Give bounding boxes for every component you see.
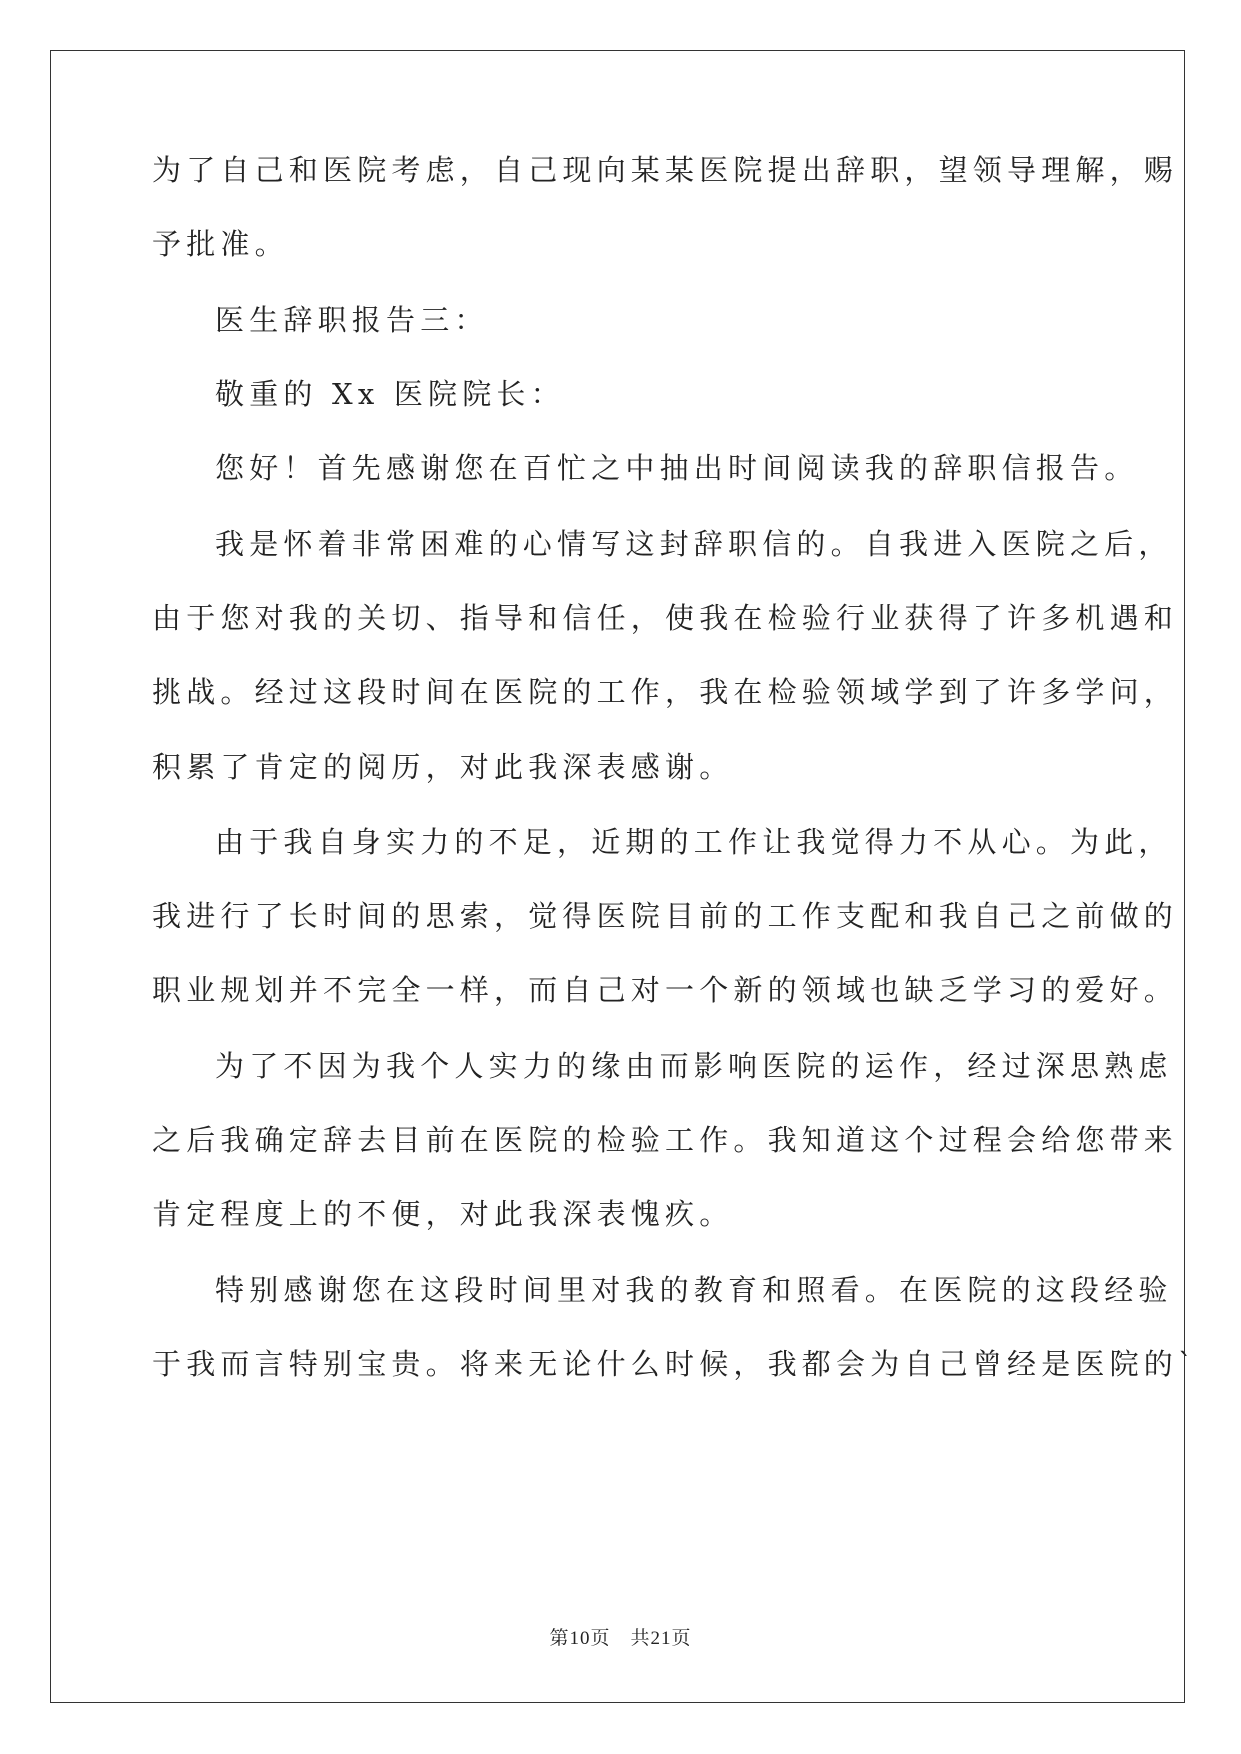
greeting-line: 您好！首先感谢您在百忙之中抽出时间阅读我的辞职信报告。 (215, 451, 1139, 485)
text-line-7: 由于您对我的关切、指导和信任，使我在检验行业获得了许多机遇和 (152, 601, 1179, 635)
text-line-1: 为了自己和医院考虑，自己现向某某医院提出辞职，望领导理解，赐 (152, 153, 1179, 187)
text-line-10: 由于我自身实力的不足，近期的工作让我觉得力不从心。为此， (215, 825, 1173, 859)
text-line-13: 为了不因为我个人实力的缘由而影响医院的运作，经过深思熟虑 (215, 1049, 1173, 1083)
text-line-2: 予批准。 (152, 227, 289, 261)
text-line-15: 肯定程度上的不便，对此我深表愧疚。 (152, 1197, 734, 1231)
total-page-count: 21 (650, 1628, 672, 1649)
text-line-16: 特别感谢您在这段时间里对我的教育和照看。在医院的这段经验 (215, 1273, 1173, 1307)
salutation: 敬重的 Xx 医院院长： (215, 377, 565, 411)
text-line-9: 积累了肯定的阅历，对此我深表感谢。 (152, 750, 734, 784)
footer-prefix: 第 (549, 1627, 570, 1649)
text-line-12: 职业规划并不完全一样，而自己对一个新的领域也缺乏学习的爱好。 (152, 973, 1179, 1007)
text-line-8: 挑战。经过这段时间在医院的工作，我在检验领域学到了许多学问， (152, 675, 1179, 709)
footer-suffix: 页 (671, 1627, 692, 1649)
text-line-11: 我进行了长时间的思索，觉得医院目前的工作支配和我自己之前做的 (152, 899, 1179, 933)
page-footer (0, 1626, 1241, 1651)
text-line-17: 于我而言特别宝贵。将来无论什么时候，我都会为自己曾经是医院的` (152, 1347, 1198, 1381)
text-line-14: 之后我确定辞去目前在医院的检验工作。我知道这个过程会给您带来 (152, 1123, 1179, 1157)
page-border (50, 50, 1185, 1703)
current-page-number: 10 (569, 1628, 591, 1649)
text-line-6: 我是怀着非常困难的心情写这封辞职信的。自我进入医院之后， (215, 527, 1173, 561)
section-heading: 医生辞职报告三： (215, 303, 489, 337)
footer-middle: 页 共 (590, 1627, 651, 1649)
